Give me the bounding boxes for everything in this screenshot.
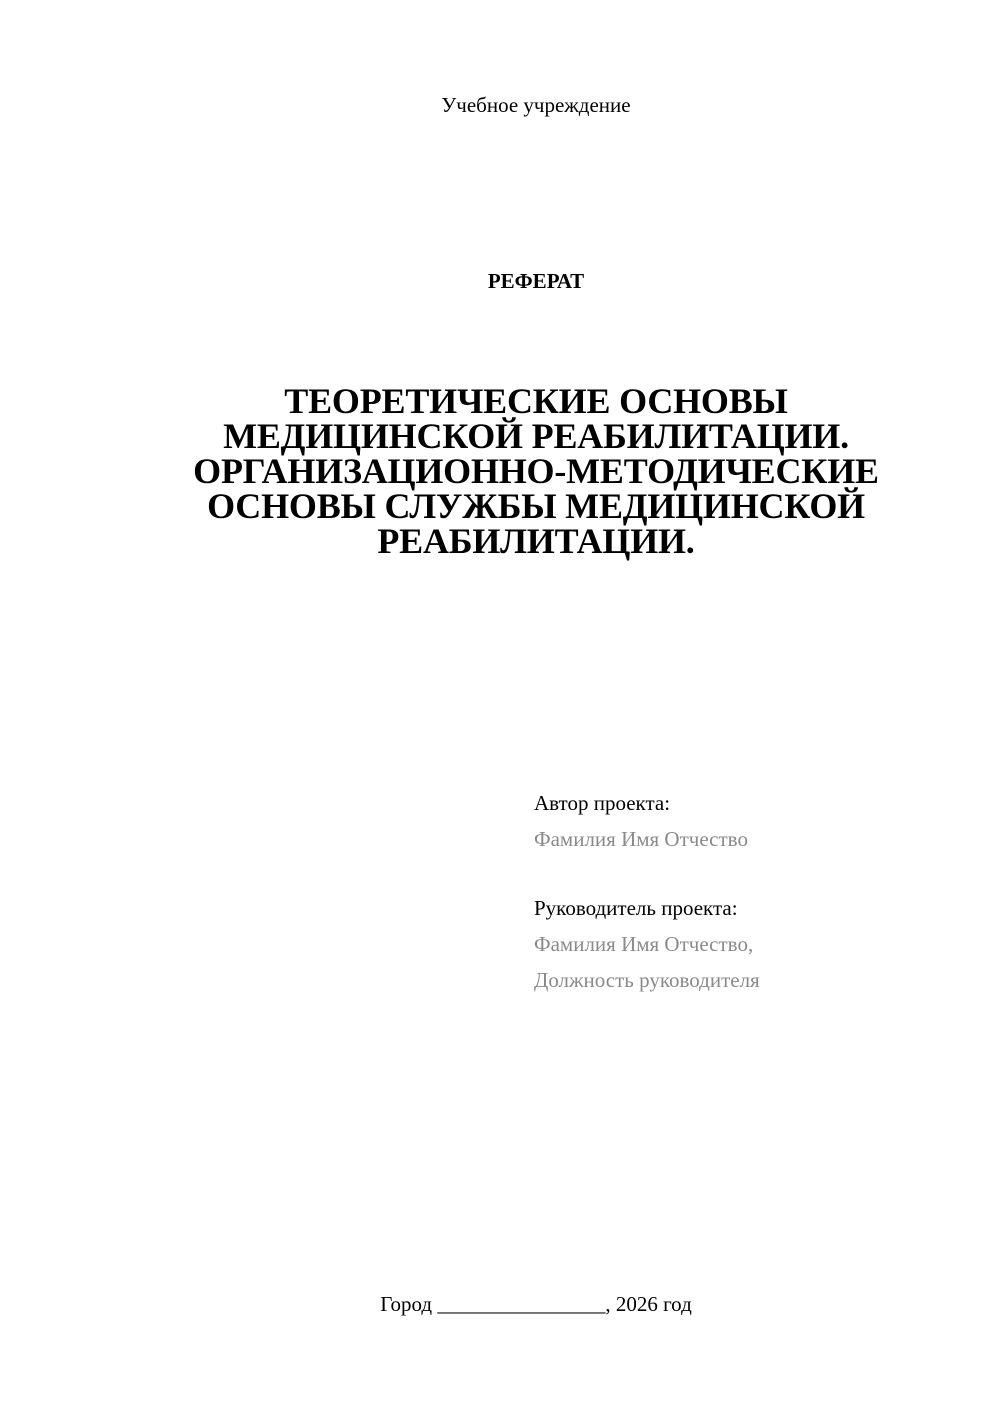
supervisor-label: Руководитель проекта: — [534, 896, 738, 920]
document-type: РЕФЕРАТ — [487, 269, 585, 293]
title-line-2: МЕДИЦИНСКОЙ РЕАБИЛИТАЦИИ. — [223, 416, 849, 456]
author-label: Автор проекта: — [534, 791, 671, 815]
supervisor-name: Фамилия Имя Отчество, — [534, 932, 754, 956]
title-line-5: РЕАБИЛИТАЦИИ. — [377, 521, 695, 561]
title-line-1: ТЕОРЕТИЧЕСКИЕ ОСНОВЫ — [284, 381, 788, 421]
supervisor-position: Должность руководителя — [534, 968, 760, 992]
city-year-footer: Город ________________, 2026 год — [380, 1292, 692, 1316]
author-block — [534, 790, 974, 862]
title-line-4: ОСНОВЫ СЛУЖБЫ МЕДИЦИНСКОЙ — [207, 486, 865, 526]
title-line-3: ОРГАНИЗАЦИОННО-МЕТОДИЧЕСКИЕ — [193, 451, 879, 491]
supervisor-block — [534, 895, 974, 1003]
institution-name: Учебное учреждение — [441, 93, 631, 117]
document-title — [100, 381, 972, 561]
author-name: Фамилия Имя Отчество — [534, 827, 748, 851]
